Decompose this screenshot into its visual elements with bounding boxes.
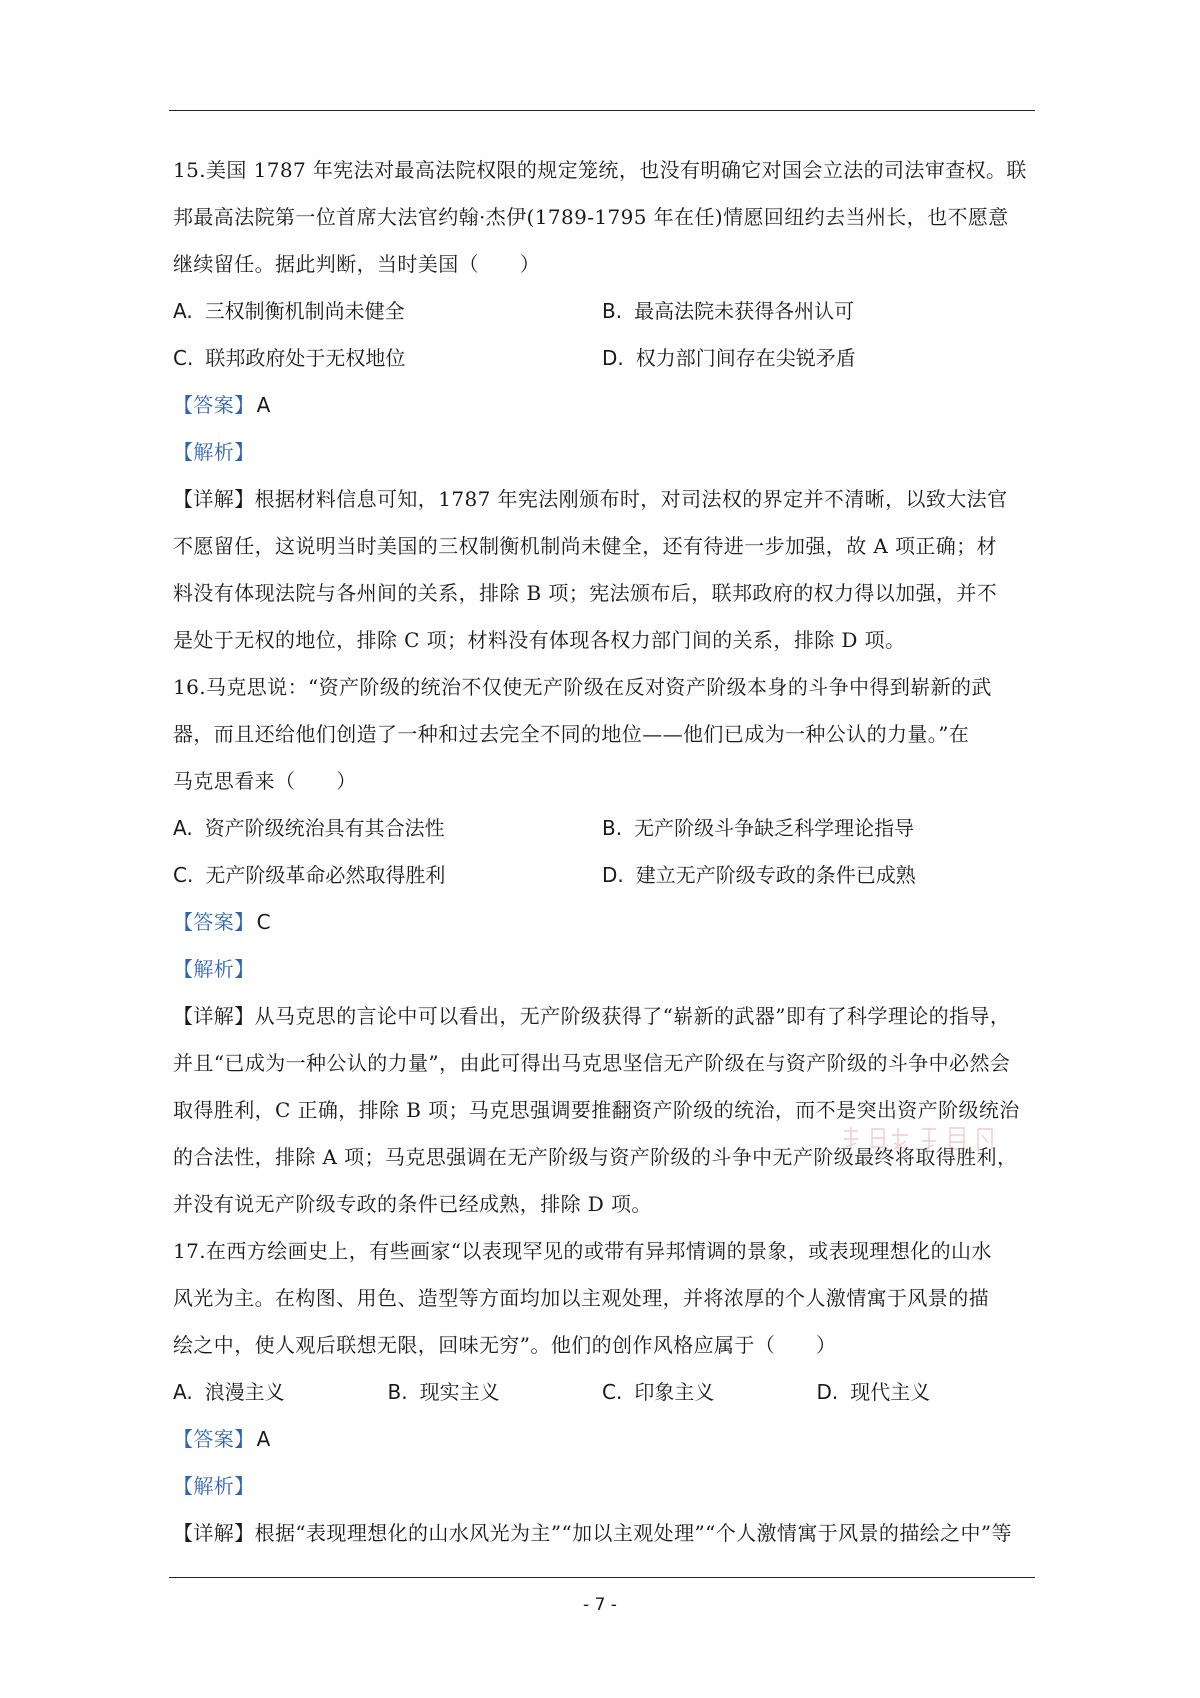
detail-line: 料没有体现法院与各州间的关系，排除 B 项；宪法颁布后，联邦政府的权力得以加强，并不 bbox=[173, 581, 998, 605]
options-row bbox=[173, 810, 1031, 857]
detail-line: 是处于无权的地位，排除 C 项；材料没有体现各权力部门间的关系，排除 D 项。 bbox=[173, 628, 906, 652]
analysis-line bbox=[173, 434, 1031, 481]
answer-label: 【答案】 bbox=[173, 1427, 255, 1451]
option-d: D. 建立无产阶级专政的条件已成熟 bbox=[602, 863, 916, 887]
question-stem-line: 17.在西方绘画史上，有些画家“以表现罕见的或带有异邦情调的景象，或表现理想化的山水 bbox=[173, 1239, 992, 1263]
analysis-label: 【解析】 bbox=[173, 440, 255, 464]
question-15 bbox=[173, 152, 1031, 669]
answer-label: 【答案】 bbox=[173, 393, 255, 417]
answer-label: 【答案】 bbox=[173, 910, 255, 934]
detail-line: 【详解】根据“表现理想化的山水风光为主”“加以主观处理”“个人激情寓于风景的描绘之中”等 bbox=[173, 1521, 1012, 1545]
detail-line: 并没有说无产阶级专政的条件已经成熟，排除 D 项。 bbox=[173, 1192, 652, 1216]
footer-rule bbox=[169, 1577, 1035, 1578]
detail-line: 【详解】根据材料信息可知，1787 年宪法刚颁布时，对司法权的界定并不清晰，以致大法官 bbox=[173, 487, 1008, 511]
detail-label: 【详解】 bbox=[173, 1521, 255, 1545]
detail-label: 【详解】 bbox=[173, 487, 255, 511]
detail-label: 【详解】 bbox=[173, 1004, 255, 1028]
watermark-stamp bbox=[838, 1123, 1018, 1153]
option-a: A. 三权制衡机制尚未健全 bbox=[173, 299, 405, 323]
analysis-line bbox=[173, 951, 1031, 998]
answer-line bbox=[173, 904, 1031, 951]
question-stem-line: 16.马克思说：“资产阶级的统治不仅使无产阶级在反对资产阶级本身的斗争中得到崭新的武 bbox=[173, 675, 992, 699]
page-number: - 7 - bbox=[583, 1595, 617, 1615]
option-c: C. 无产阶级革命必然取得胜利 bbox=[173, 863, 446, 887]
question-stem-line: 马克思看来（ ） bbox=[173, 769, 357, 793]
analysis-label: 【解析】 bbox=[173, 957, 255, 981]
option-b: B. 最高法院未获得各州认可 bbox=[602, 299, 855, 323]
answer-line bbox=[173, 387, 1031, 434]
option-c: C. 印象主义 bbox=[602, 1380, 715, 1404]
detail-line: 的合法性，排除 A 项；马克思强调在无产阶级与资产阶级的斗争中无产阶级最终将取得胜利， bbox=[173, 1145, 1018, 1169]
option-d: D. 权力部门间存在尖锐矛盾 bbox=[602, 346, 856, 370]
detail-line: 不愿留任，这说明当时美国的三权制衡机制尚未健全，还有待进一步加强，故 A 项正确；材 bbox=[173, 534, 997, 558]
option-b: B. 现实主义 bbox=[387, 1380, 500, 1404]
question-stem-line: 风光为主。在构图、用色、造型等方面均加以主观处理，并将浓厚的个人激情寓于风景的描 bbox=[173, 1286, 989, 1310]
options-row bbox=[173, 340, 1031, 387]
detail-line: 【详解】从马克思的言论中可以看出，无产阶级获得了“崭新的武器”即有了科学理论的指导， bbox=[173, 1004, 1011, 1028]
analysis-line bbox=[173, 1468, 1031, 1515]
question-stem-line: 绘之中，使人观后联想无限，回味无穷”。他们的创作风格应属于（ ） bbox=[173, 1333, 837, 1357]
option-d: D. 现代主义 bbox=[816, 1380, 931, 1404]
question-stem-line: 15.美国 1787 年宪法对最高法院权限的规定笼统，也没有明确它对国会立法的司法审查权。联 bbox=[173, 158, 1027, 182]
options-row bbox=[173, 857, 1031, 904]
detail-line: 取得胜利，C 正确，排除 B 项；马克思强调要推翻资产阶级的统治，而不是突出资产阶级统治 bbox=[173, 1098, 1020, 1122]
answer-value: A bbox=[256, 393, 271, 417]
question-stem-line: 继续留任。据此判断，当时美国（ ） bbox=[173, 252, 541, 276]
analysis-label: 【解析】 bbox=[173, 1474, 255, 1498]
detail-line: 并且“已成为一种公认的力量”，由此可得出马克思坚信无产阶级在与资产阶级的斗争中必然会 bbox=[173, 1051, 1011, 1075]
question-stem-line: 器，而且还给他们创造了一种和过去完全不同的地位——他们已成为一种公认的力量。”在 bbox=[173, 722, 970, 746]
question-17 bbox=[173, 1233, 1031, 1562]
header-rule bbox=[169, 110, 1035, 111]
option-c: C. 联邦政府处于无权地位 bbox=[173, 346, 406, 370]
answer-line bbox=[173, 1421, 1031, 1468]
watermark-stamp-graphic bbox=[838, 1123, 1018, 1153]
option-b: B. 无产阶级斗争缺乏科学理论指导 bbox=[602, 816, 915, 840]
options-row bbox=[173, 1374, 1031, 1421]
document-body bbox=[173, 152, 1031, 1562]
options-row bbox=[173, 293, 1031, 340]
answer-value: A bbox=[256, 1427, 271, 1451]
answer-value: C bbox=[256, 910, 271, 934]
option-a: A. 资产阶级统治具有其合法性 bbox=[173, 816, 445, 840]
option-a: A. 浪漫主义 bbox=[173, 1380, 285, 1404]
question-stem-line: 邦最高法院第一位首席大法官约翰·杰伊(1789-1795 年在任)情愿回纽约去当州长，也不愿意 bbox=[173, 205, 1009, 229]
